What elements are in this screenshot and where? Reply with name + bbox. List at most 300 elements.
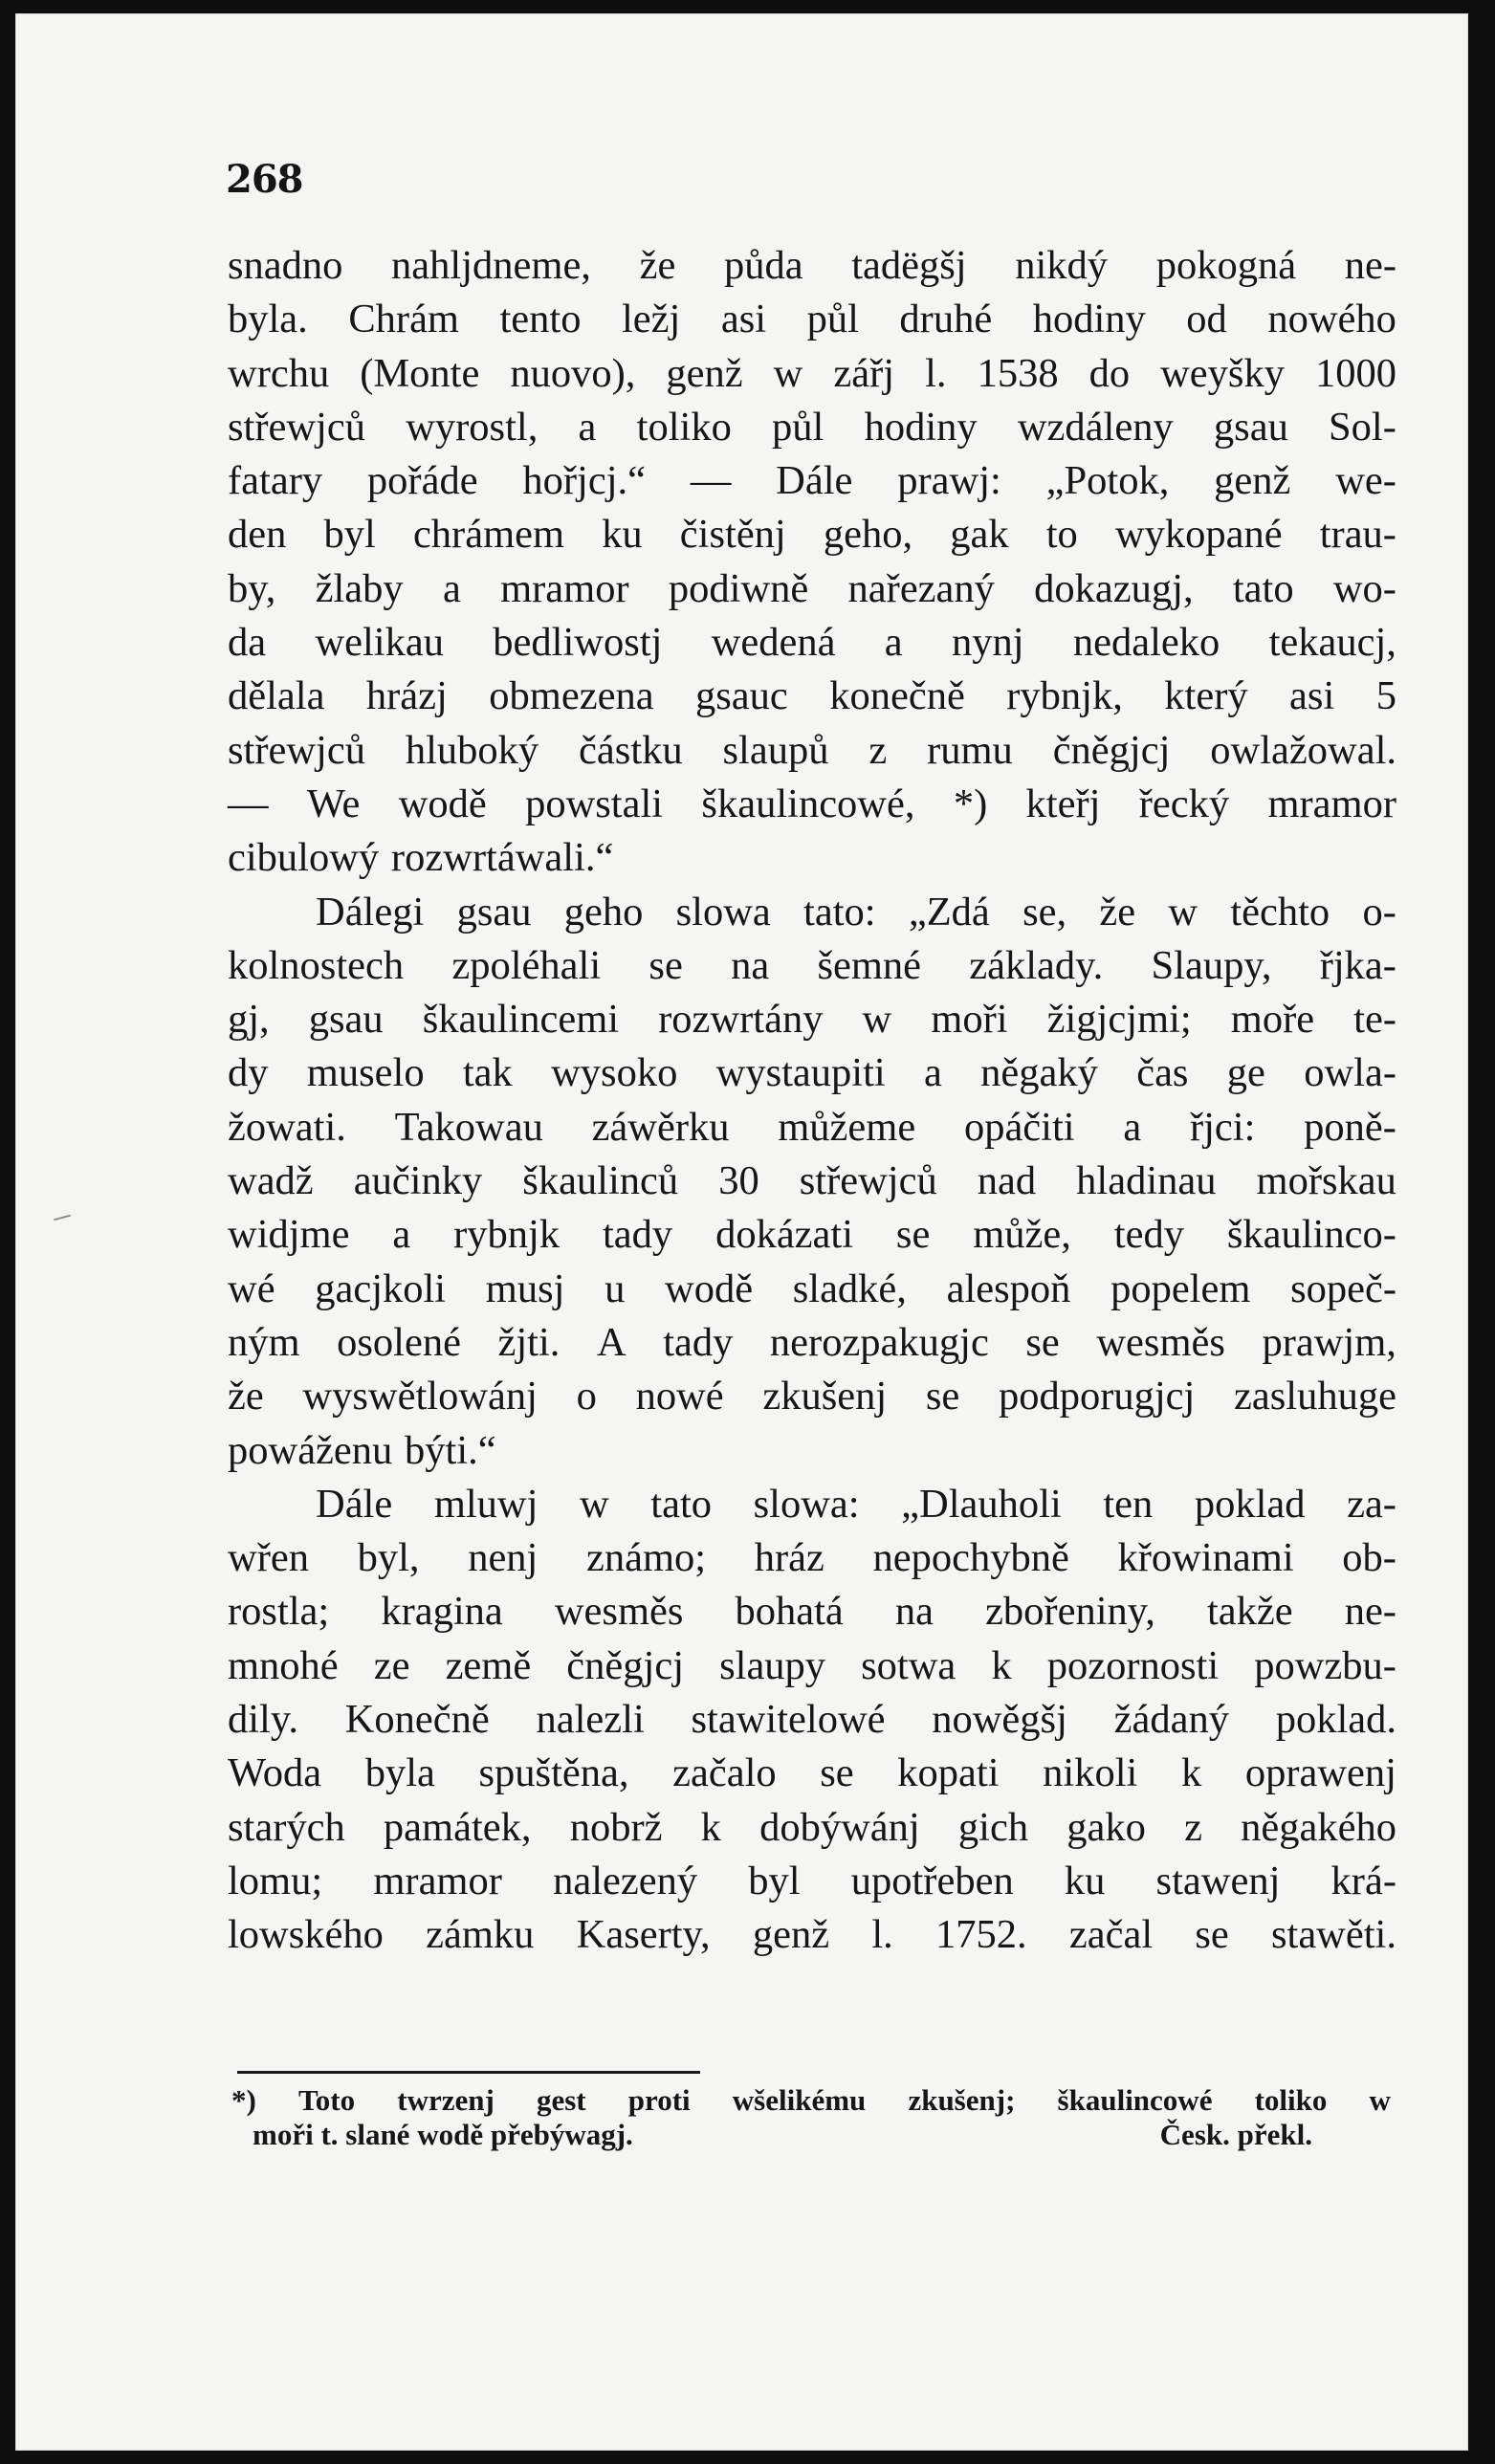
footnote-word: proti: [627, 2083, 691, 2117]
word: křowinami: [1117, 1535, 1294, 1581]
word: to: [1045, 512, 1078, 558]
word: wyrostl,: [406, 404, 539, 450]
word: spuštěna,: [478, 1750, 629, 1796]
word: by,: [228, 565, 276, 611]
word: dokazugj,: [1034, 565, 1194, 611]
footnote-signature: Česk. překl.: [1159, 2118, 1312, 2151]
text-line: [228, 831, 1396, 885]
text-line: [228, 347, 1396, 401]
word: druhé: [899, 297, 993, 342]
word: (Monte: [360, 350, 480, 396]
word: upotřeben: [850, 1858, 1014, 1903]
word: čněgjcj: [566, 1642, 685, 1688]
book-page: [15, 13, 1468, 2451]
word: wrchu: [228, 350, 330, 396]
word: se: [820, 1750, 854, 1796]
word: střewjců: [228, 404, 365, 450]
word: w: [862, 997, 892, 1043]
word: na: [731, 942, 770, 988]
word: tato: [650, 1481, 713, 1527]
word: žjti.: [497, 1319, 561, 1365]
word: čněgjcj: [1052, 727, 1171, 773]
word: něgakého: [1241, 1804, 1396, 1850]
word: —: [228, 781, 269, 826]
word: poklad.: [1275, 1697, 1396, 1743]
footnote-word: toliko: [1254, 2083, 1328, 2117]
word: tedy: [1113, 1212, 1184, 1258]
word: tak: [462, 1050, 513, 1096]
body-text: [228, 239, 1396, 1963]
word: oprawenj: [1244, 1750, 1396, 1796]
word: a: [578, 404, 597, 450]
word: nikoli: [1043, 1750, 1138, 1796]
word: powstali: [525, 781, 664, 826]
word: škaulinců: [522, 1158, 679, 1204]
word: sopeč-: [1290, 1265, 1396, 1311]
word: dokázati: [715, 1212, 854, 1258]
word: ge: [1226, 1050, 1265, 1096]
word: býti.“: [405, 1427, 496, 1473]
word: Slaupy,: [1151, 942, 1272, 988]
word: musj: [485, 1265, 565, 1311]
word: mramor: [1267, 781, 1396, 826]
word: geho: [563, 889, 644, 935]
word: snadno: [228, 243, 343, 288]
word: poklad: [1194, 1481, 1306, 1527]
word: stawitelowé: [691, 1697, 886, 1743]
word: rybnjk,: [1006, 673, 1123, 719]
word: se: [925, 1374, 960, 1419]
word: moře: [1230, 997, 1315, 1043]
text-line: [228, 1747, 1396, 1800]
word: čistěnj: [679, 512, 786, 558]
text-line: [228, 1478, 1396, 1531]
word: asi: [1289, 673, 1335, 719]
text-line: [228, 401, 1396, 454]
word: welikau: [315, 620, 444, 666]
word: pořáde: [366, 458, 478, 504]
word: 30: [718, 1158, 759, 1204]
word: řjci:: [1189, 1104, 1256, 1150]
word: nikdý: [1015, 243, 1109, 288]
word: gako: [1066, 1804, 1146, 1850]
word: hráz: [754, 1535, 824, 1581]
word: o-: [1362, 889, 1396, 935]
word: že: [1099, 889, 1136, 935]
word: se: [649, 942, 683, 988]
text-line: [228, 1639, 1396, 1693]
text-line: [228, 1908, 1396, 1962]
word: záwěrku: [591, 1104, 730, 1150]
word: něgaký: [980, 1050, 1098, 1096]
word: hodiny: [864, 404, 978, 450]
word: toliko: [636, 404, 732, 450]
word: gsau: [1213, 404, 1288, 450]
word: zářj: [833, 350, 895, 396]
word: gich: [957, 1804, 1029, 1850]
word: nuovo),: [510, 350, 636, 396]
word: wesměs: [1096, 1319, 1225, 1365]
word: lomu;: [228, 1858, 323, 1903]
word: rybnjk: [453, 1212, 561, 1258]
word: dily.: [228, 1697, 298, 1743]
word: gj,: [228, 997, 270, 1043]
word: tadëgšj: [851, 243, 967, 288]
text-line: [228, 239, 1396, 293]
text-line: [228, 1370, 1396, 1423]
word: na: [894, 1589, 934, 1635]
word: Dálegi: [316, 889, 425, 935]
word: Takowau: [394, 1104, 543, 1150]
word: weyšky: [1160, 350, 1285, 396]
word: moři: [931, 997, 1008, 1043]
word: „Dlauholi: [901, 1481, 1062, 1527]
word: we-: [1335, 458, 1396, 504]
word: škaulincemi: [422, 997, 620, 1043]
word: podiwně: [668, 565, 809, 611]
word: gsauc: [695, 673, 788, 719]
text-line: [228, 454, 1396, 508]
word: půda: [723, 243, 803, 288]
word: ležj: [622, 297, 681, 342]
word: byla: [364, 1750, 435, 1796]
footnote-word: zkušenj;: [908, 2083, 1016, 2117]
word: wodě: [398, 781, 487, 826]
word: hořjcj.“: [522, 458, 647, 504]
word: žádaný: [1113, 1697, 1229, 1743]
word: owla-: [1304, 1050, 1396, 1096]
word: střewjců: [799, 1158, 937, 1204]
word: prawjm,: [1262, 1319, 1396, 1365]
word: Dále: [316, 1481, 393, 1527]
word: řecký: [1138, 781, 1230, 826]
text-line: [228, 670, 1396, 723]
footnote-text: moři t. slané wodě přebýwagj.: [253, 2118, 633, 2151]
word: gsau: [456, 889, 532, 935]
word: bohatá: [735, 1589, 844, 1635]
word: střewjců: [228, 727, 365, 773]
word: aučinky: [353, 1158, 483, 1204]
word: země: [445, 1642, 532, 1688]
word: ne-: [1344, 1589, 1396, 1635]
text-line: [228, 1263, 1396, 1316]
word: památek,: [383, 1804, 532, 1850]
footnote-line: [231, 2083, 1391, 2118]
word: byl: [748, 1858, 801, 1903]
word: genž: [666, 350, 743, 396]
word: ku: [602, 512, 643, 558]
word: z: [1184, 1804, 1202, 1850]
footnote-word: w: [1369, 2083, 1391, 2117]
word: hrázj: [365, 673, 448, 719]
word: trau-: [1319, 512, 1396, 558]
word: w: [773, 350, 803, 396]
text-line: [228, 1585, 1396, 1639]
word: mnohé: [228, 1642, 339, 1688]
page-number: 268: [226, 157, 303, 202]
word: škaulincowé,: [701, 781, 915, 826]
word: ným: [228, 1319, 300, 1365]
word: mořskau: [1256, 1158, 1396, 1204]
word: nalezli: [536, 1697, 645, 1743]
word: genž: [752, 1912, 830, 1958]
word: cibulowý: [228, 835, 380, 881]
word: gacjkoli: [315, 1265, 447, 1311]
word: rozwrtáwali.“: [390, 835, 614, 881]
word: l.: [871, 1912, 893, 1958]
word: kteřj: [1025, 781, 1101, 826]
word: A: [596, 1319, 627, 1365]
word: gsau: [308, 997, 384, 1043]
word: den: [228, 512, 287, 558]
word: půl: [772, 404, 824, 450]
footnote-line: [231, 2118, 1391, 2152]
word: osolené: [337, 1319, 461, 1365]
word: tady: [603, 1212, 673, 1258]
word: se: [895, 1212, 931, 1258]
word: asi: [720, 297, 767, 342]
word: Dále: [776, 458, 853, 504]
footnote-word: twrzenj: [397, 2083, 495, 2117]
footnote-word: gest: [536, 2083, 586, 2117]
word: a: [884, 620, 903, 666]
word: wystaupiti: [715, 1050, 886, 1096]
word: fatary: [228, 458, 323, 504]
word: „Potok,: [1045, 458, 1170, 504]
word: rozwrtány: [658, 997, 824, 1043]
word: z: [868, 727, 888, 773]
word: chrámem: [412, 512, 565, 558]
word: alespoň: [946, 1265, 1071, 1311]
word: bedliwostj: [493, 620, 663, 666]
word: 1752.: [935, 1912, 1027, 1958]
word: popelem: [1110, 1265, 1251, 1311]
word: nařezaný: [847, 565, 995, 611]
word: prawj:: [897, 458, 1001, 504]
word: Woda: [228, 1750, 322, 1796]
word: žigjcjmi;: [1046, 997, 1192, 1043]
word: tento: [499, 297, 582, 342]
word: muselo: [306, 1050, 425, 1096]
word: We: [306, 781, 361, 826]
word: se: [1195, 1912, 1229, 1958]
word: a: [924, 1050, 942, 1096]
word: tato: [1232, 565, 1294, 611]
word: mramor: [373, 1858, 502, 1903]
word: tady: [663, 1319, 734, 1365]
word: můžeme: [778, 1104, 916, 1150]
word: o: [576, 1374, 597, 1419]
word: obmezena: [489, 673, 654, 719]
footnote-word: škaulincowé: [1057, 2083, 1213, 2117]
word: te-: [1353, 997, 1396, 1043]
text-line: [228, 1208, 1396, 1262]
word: tekaucj,: [1268, 620, 1396, 666]
word: owlažowal.: [1210, 727, 1396, 773]
word: že: [228, 1374, 264, 1419]
word: wesměs: [554, 1589, 684, 1635]
word: kolnostech: [228, 942, 405, 988]
word: dy: [228, 1050, 269, 1096]
word: starých: [228, 1804, 345, 1850]
word: 1000: [1314, 350, 1396, 396]
word: nerozpakugjc: [769, 1319, 989, 1365]
word: částku: [579, 727, 683, 773]
word: Konečně: [344, 1697, 490, 1743]
word: do: [1088, 350, 1131, 396]
word: k: [991, 1642, 1012, 1688]
word: se: [1025, 1319, 1060, 1365]
text-line: [228, 993, 1396, 1046]
word: powzbu-: [1254, 1642, 1396, 1688]
word: ne-: [1344, 243, 1396, 288]
word: lowského: [228, 1912, 384, 1958]
word: hladinau: [1076, 1158, 1217, 1204]
text-line: [228, 1316, 1396, 1370]
footnote-divider: [237, 2071, 700, 2074]
word: ze: [373, 1642, 410, 1688]
word: čas: [1136, 1050, 1189, 1096]
word: byl,: [357, 1535, 420, 1581]
footnote-word: wšelikému: [732, 2083, 867, 2117]
word: u: [605, 1265, 626, 1311]
text-line: [228, 1801, 1396, 1855]
word: zasluhuge: [1234, 1374, 1396, 1419]
text-line: [228, 1855, 1396, 1908]
word: mramor: [500, 565, 629, 611]
text-line: [228, 1531, 1396, 1585]
word: pokogná: [1155, 243, 1297, 288]
word: nenj: [468, 1535, 539, 1581]
text-line: [228, 293, 1396, 346]
word: dělala: [228, 673, 325, 719]
text-line: [228, 1155, 1396, 1208]
word: Sol-: [1329, 404, 1396, 450]
word: opáčiti: [963, 1104, 1075, 1150]
word: žowati.: [228, 1104, 346, 1150]
word: dobýwánj: [759, 1804, 920, 1850]
word: wodě: [665, 1265, 754, 1311]
word: zámku: [426, 1912, 535, 1958]
word: ob-: [1342, 1535, 1396, 1581]
word: ku: [1064, 1858, 1106, 1903]
word: začal: [1068, 1912, 1154, 1958]
word: wé: [228, 1265, 275, 1311]
word: *): [953, 781, 988, 826]
word: krá-: [1330, 1858, 1396, 1903]
word: podporugjcj: [998, 1374, 1196, 1419]
word: wadž: [228, 1158, 314, 1204]
word: stawěti.: [1270, 1912, 1396, 1958]
word: sotwa: [861, 1642, 956, 1688]
word: wykopané: [1114, 512, 1283, 558]
word: 5: [1375, 673, 1396, 719]
word: tato:: [803, 889, 876, 935]
word: zbořeniny,: [985, 1589, 1155, 1635]
word: —: [690, 458, 732, 504]
text-line: [228, 562, 1396, 616]
word: kopati: [897, 1750, 1000, 1796]
word: nowěgšj: [932, 1697, 1067, 1743]
word: se,: [1022, 889, 1067, 935]
word: Kaserty,: [576, 1912, 711, 1958]
word: nahljdneme,: [391, 243, 591, 288]
word: za-: [1347, 1481, 1396, 1527]
footnotes: [231, 2083, 1391, 2152]
text-line: [228, 1424, 1396, 1478]
word: „Zdá: [908, 889, 990, 935]
word: šemné: [817, 942, 922, 988]
word: a: [1123, 1104, 1142, 1150]
footnote-word: *): [231, 2083, 256, 2117]
word: wysoko: [551, 1050, 678, 1096]
word: genž: [1214, 458, 1291, 504]
word: byla.: [228, 297, 308, 342]
word: hodiny: [1032, 297, 1146, 342]
word: kragina: [381, 1589, 503, 1635]
word: řjka-: [1319, 942, 1396, 988]
word: gak: [950, 512, 1009, 558]
text-line: [228, 616, 1396, 670]
word: widjme: [228, 1212, 350, 1258]
word: powáženu: [228, 1427, 393, 1473]
word: k: [700, 1804, 721, 1850]
word: Chrám: [348, 297, 459, 342]
word: že: [639, 243, 676, 288]
word: který: [1164, 673, 1248, 719]
text-line: [228, 886, 1396, 939]
word: wedená: [711, 620, 836, 666]
word: žlaby: [315, 565, 404, 611]
word: pozornosti: [1046, 1642, 1220, 1688]
text-line: [228, 778, 1396, 831]
word: a: [392, 1212, 411, 1258]
word: nowé: [635, 1374, 724, 1419]
word: a: [442, 565, 461, 611]
text-line: [228, 508, 1396, 561]
text-line: [228, 1101, 1396, 1155]
word: známo;: [586, 1535, 707, 1581]
footnote-word: Toto: [297, 2083, 356, 2117]
word: slaupů: [722, 727, 829, 773]
text-line: [228, 939, 1396, 993]
word: wyswětlowánj: [302, 1374, 538, 1419]
text-line: [228, 1046, 1396, 1100]
word: da: [228, 620, 267, 666]
word: w: [1168, 889, 1198, 935]
word: wřen: [228, 1535, 309, 1581]
word: nepochybně: [872, 1535, 1069, 1581]
word: může,: [973, 1212, 1071, 1258]
word: byl: [323, 512, 376, 558]
text-line: [228, 724, 1396, 778]
word: nowého: [1267, 297, 1396, 342]
word: ten: [1103, 1481, 1154, 1527]
word: geho,: [823, 512, 913, 558]
word: wo-: [1332, 565, 1396, 611]
word: nynj: [951, 620, 1024, 666]
word: hluboký: [405, 727, 539, 773]
word: slaupy: [719, 1642, 826, 1688]
word: rumu: [927, 727, 1013, 773]
word: nobrž: [569, 1804, 663, 1850]
word: slowa: [675, 889, 771, 935]
word: nad: [977, 1158, 1037, 1204]
word: stawenj: [1155, 1858, 1281, 1903]
word: mluwj: [433, 1481, 539, 1527]
word: sladké,: [792, 1265, 907, 1311]
word: konečně: [829, 673, 965, 719]
